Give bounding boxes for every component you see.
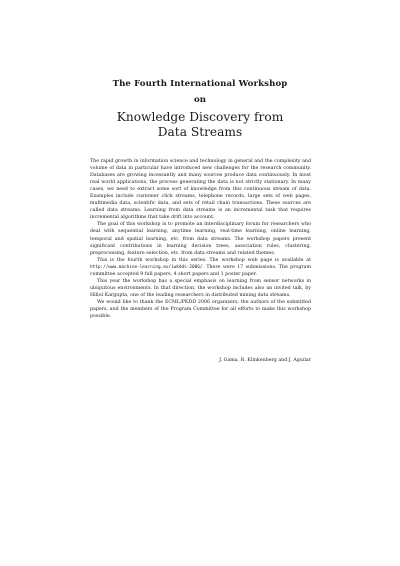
workshop-heading: The Fourth International Workshop	[112, 79, 288, 89]
series-text-after: . There were 17 submissions. The program committee accepted 9 full papers, 4 short papers and 1 poster paper.	[90, 264, 311, 277]
workshop-heading-on: on	[194, 95, 206, 105]
paragraph-intro: The rapid growth in information science and technology in general and the complexity and volume of data in particular have introduced new challenges for the research community. Databases are growing incessantly and many sources produce data continuously. In most real world applications, the process generating the data is not strictly stationary. In many cases, we need to extract some sort of knowledge from this continuous stream of data. Examples include customer click streams, telephone records, large sets of web pages, multimedia data, scientific data, and sets of retail chain transactions. These sources are called data streams. Learning from data streams is an incremental task that requires incremental algorithms that take drift into account.	[90, 159, 311, 221]
title-line-2: Data Streams	[157, 124, 243, 139]
paragraph-series	[90, 257, 311, 278]
paragraph-thanks: We would like to thank the ECML/PKDD 2006 organizers, the authors of the submitted papers, and the members of the Program Committee for all efforts to make this workshop possible.	[90, 299, 311, 320]
series-text-before: This is the fourth workshop in this series. The workshop web page is available at	[97, 257, 311, 263]
author-signature: J. Gama, R. Klinkenberg and J. Aguilar	[219, 358, 311, 363]
paragraph-goal: The goal of this workshop is to promote an interdisciplinary forum for researchers who deal with sequential learning, anytime learning, real-time learning, online learning, temporal and spatial learning, etc. from data streams. The workshop papers present significant contributions in learning decision trees, association rules, clustering, preprocessing, feature selection, etc. from data streams and related themes.	[90, 222, 311, 256]
title-line-1: Knowledge Discovery from	[116, 110, 284, 124]
page-title	[0, 110, 400, 139]
workshop-url-link[interactable]: http://www.machine-learning.eu/iwkdds-2006/	[90, 264, 203, 270]
preface-body	[90, 158, 311, 320]
paragraph-emphasis: This year the workshop has a special emphasis on learning from sensor networks in ubiquitous environments. In that direction, the workshop includes also an invited talk, by Hillol Kargupta, one of the leading researchers in distributed mining data streams.	[90, 278, 311, 298]
